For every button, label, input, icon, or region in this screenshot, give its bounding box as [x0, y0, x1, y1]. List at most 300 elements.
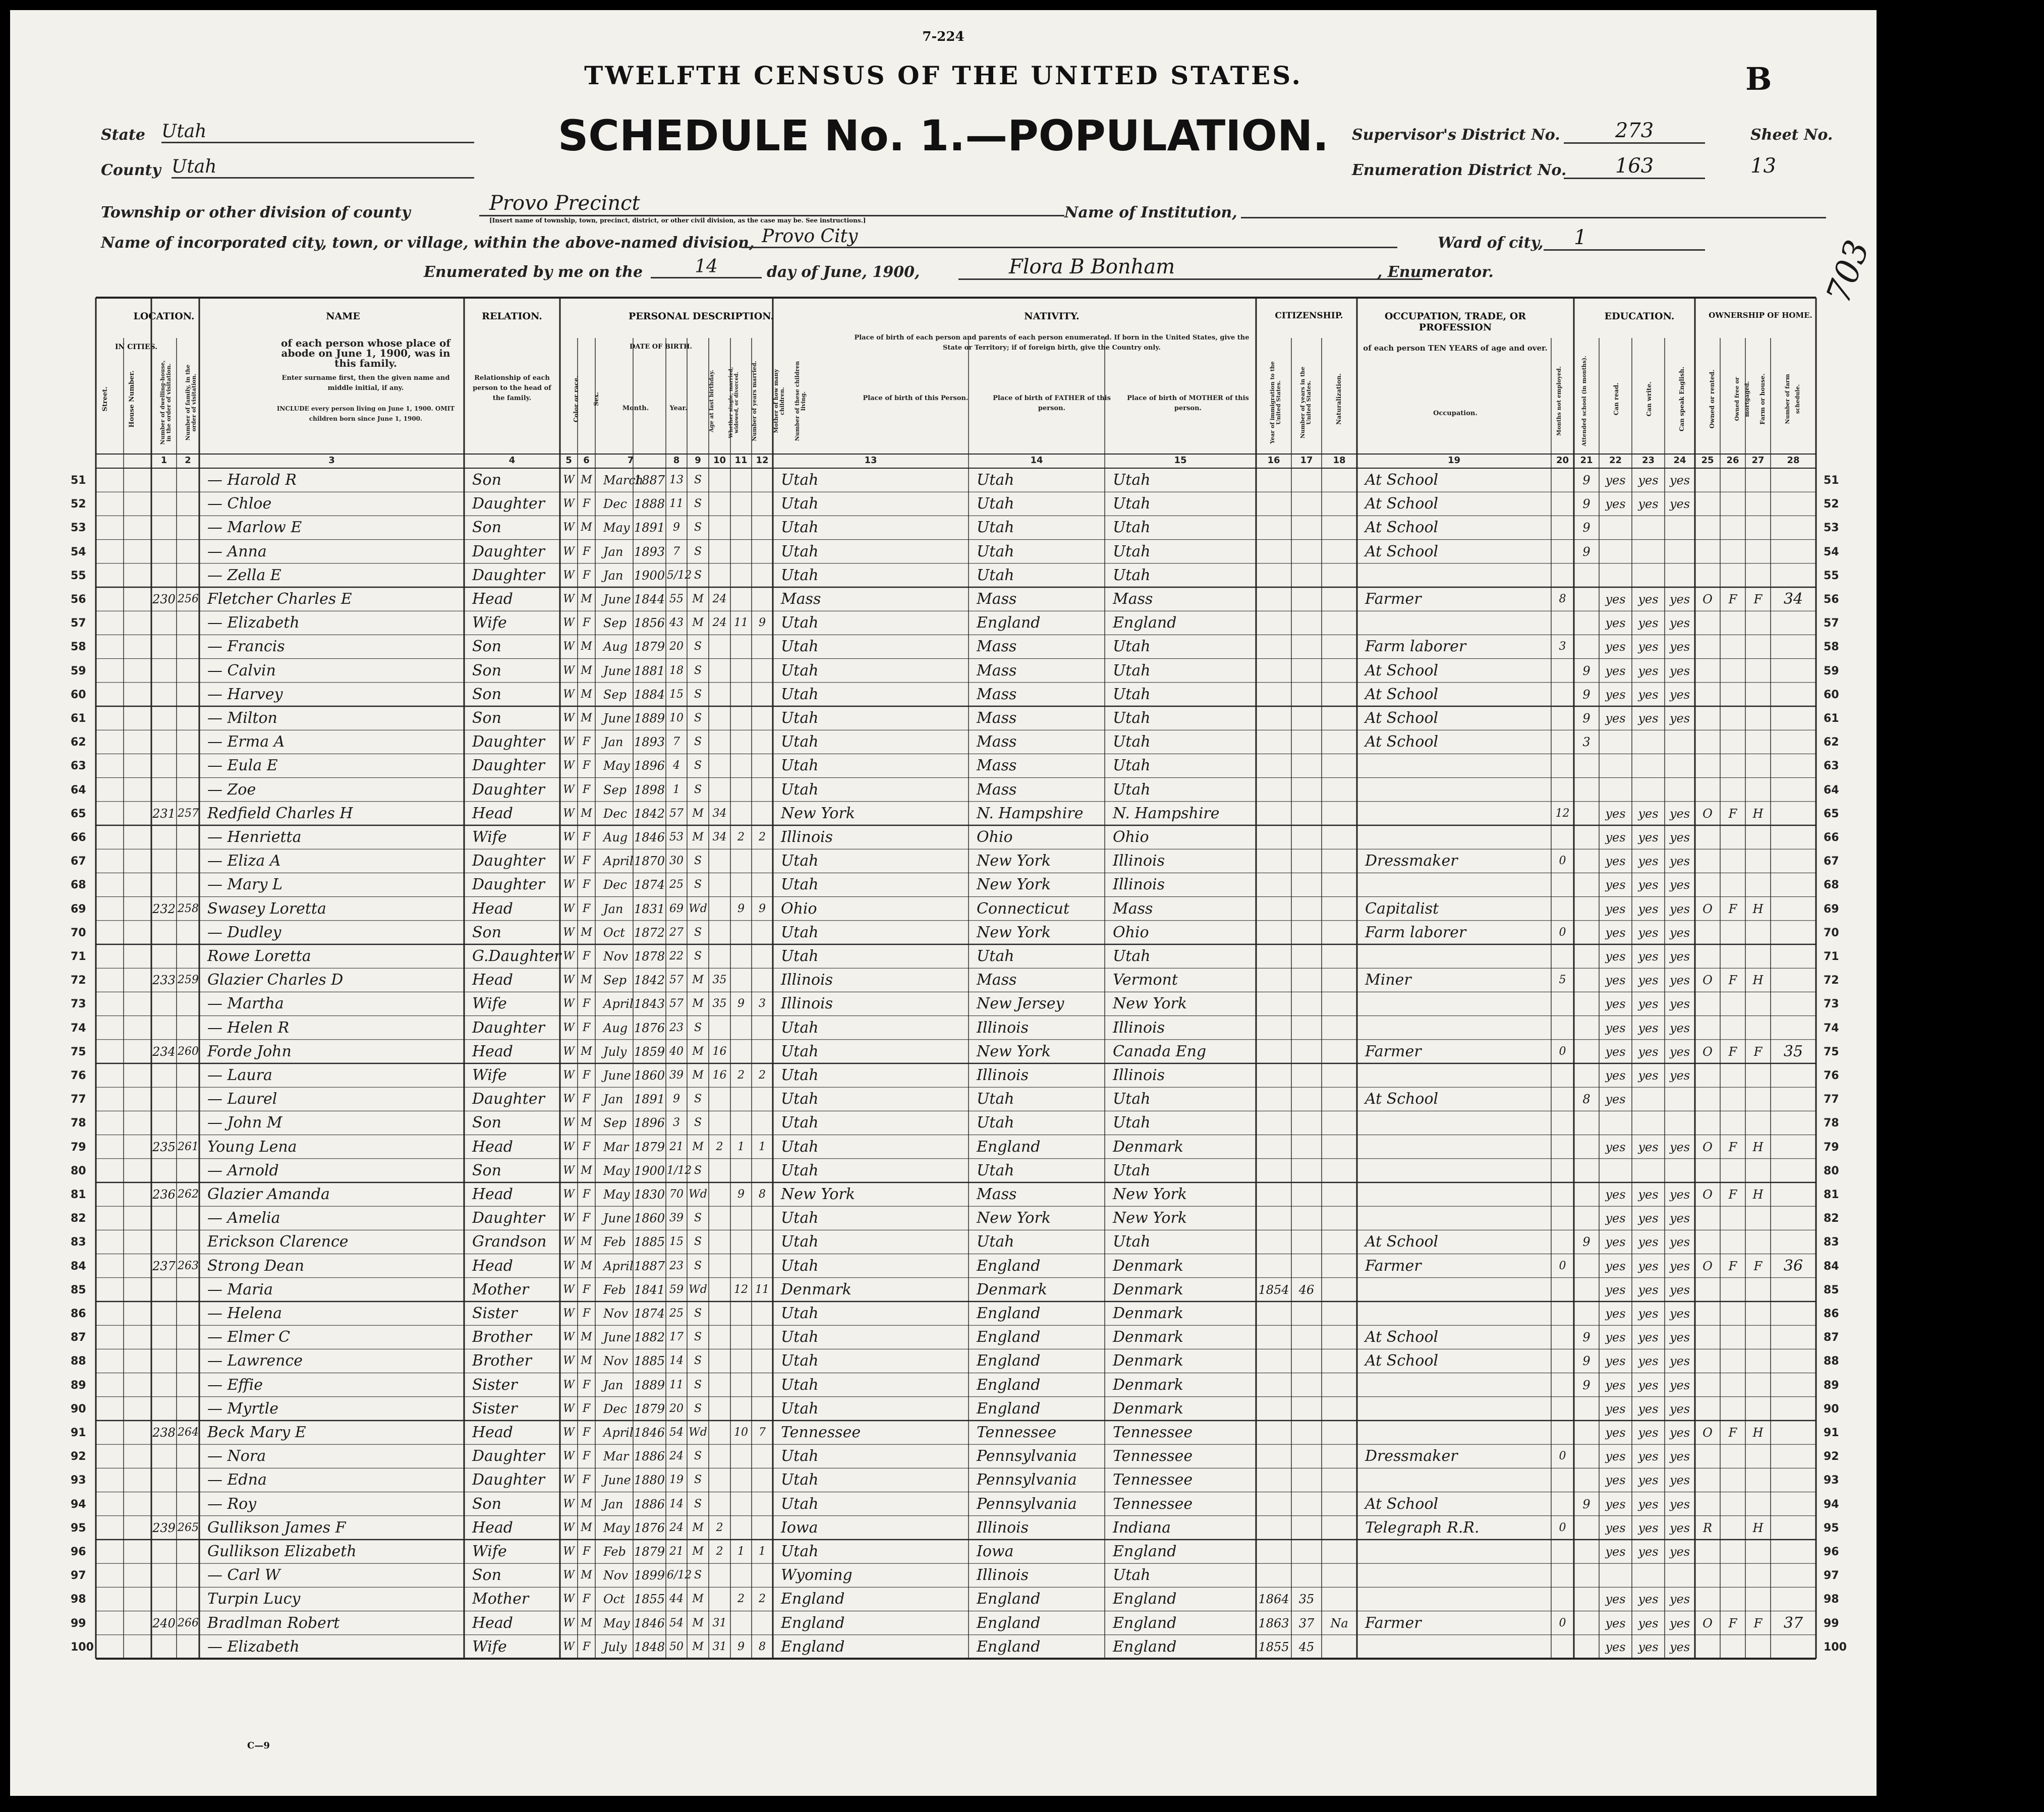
cell-color: W [563, 1545, 575, 1558]
line-number: 94 [1824, 1498, 1839, 1511]
cell-yrs: 35 [1298, 1592, 1315, 1607]
cell-father: New York [977, 1042, 1051, 1060]
enumeration-label: Enumeration District No. [1352, 161, 1567, 179]
cell-relation: Wife [472, 995, 507, 1013]
cell-color: W [563, 974, 575, 987]
cell-sex: F [582, 1283, 591, 1296]
cell-living: 11 [755, 1283, 769, 1296]
line-number: 79 [71, 1141, 86, 1154]
cell-dwelling: 240 [152, 1616, 176, 1630]
cell-mother-birth: Mass [1113, 899, 1153, 918]
line-number: 56 [71, 593, 86, 606]
cell-birth: Utah [781, 638, 819, 656]
group-personal: PERSONAL DESCRIPTION. [628, 311, 774, 322]
cell-marital: S [694, 1497, 702, 1510]
cell-marital: S [694, 1021, 702, 1034]
cell-occupation: At School [1365, 495, 1439, 513]
cell-year: 1848 [634, 1639, 665, 1654]
cell-family: 260 [178, 1045, 199, 1058]
cell-write: yes [1638, 949, 1659, 964]
cell-mother-birth: Utah [1113, 471, 1151, 489]
cell-mother-birth: Ohio [1113, 828, 1149, 846]
header-immigration: Year of immigration to the United States. [1269, 361, 1282, 444]
group-occupation: OCCUPATION, TRADE, OR PROFESSION [1384, 311, 1526, 333]
line-number: 60 [71, 688, 86, 701]
cell-name: — John M [207, 1114, 282, 1132]
cell-dwelling: 234 [152, 1044, 176, 1059]
cell-name: — Eula E [207, 757, 278, 775]
cell-dwelling: 239 [152, 1520, 176, 1535]
cell-relation: Daughter [472, 1447, 545, 1465]
line-number: 70 [71, 926, 86, 939]
cell-read: yes [1605, 1140, 1626, 1154]
cell-month: Jan [603, 1497, 623, 1511]
cell-age: 39 [669, 1212, 684, 1225]
cell-birth: Utah [781, 1257, 819, 1275]
cell-color: W [563, 569, 575, 582]
cell-relation: Brother [472, 1328, 532, 1346]
cell-color: W [563, 521, 575, 534]
line-number: 97 [71, 1569, 86, 1582]
cell-age: 53 [669, 831, 684, 843]
cell-marital: S [694, 1354, 702, 1368]
cell-color: W [563, 1474, 575, 1487]
cell-father: Illinois [977, 1018, 1029, 1037]
cell-read: yes [1605, 997, 1626, 1011]
cell-farm: H [1752, 1426, 1764, 1440]
cell-marital: S [694, 712, 702, 724]
cell-speak: yes [1669, 1021, 1690, 1035]
cell-name: — Harvey [207, 685, 283, 703]
cell-speak: yes [1669, 949, 1690, 964]
cell-living: 2 [759, 831, 766, 843]
county-value: Utah [172, 156, 474, 179]
cell-marital: Wd [689, 1426, 707, 1439]
line-number: 72 [71, 974, 86, 987]
cell-occupation: At School [1365, 519, 1439, 537]
cell-age: 24 [669, 1521, 684, 1534]
line-number: 59 [71, 664, 86, 677]
line-number: 87 [71, 1331, 86, 1344]
cell-free: F [1728, 1259, 1737, 1273]
cell-relation: Sister [472, 1305, 518, 1322]
cell-birth: Utah [781, 733, 819, 751]
cell-year: 1842 [634, 973, 665, 988]
cell-mother-birth: Denmark [1113, 1352, 1183, 1370]
cell-occupation: Miner [1365, 971, 1411, 989]
cell-unemp: 12 [1555, 807, 1570, 820]
cell-year: 1887 [634, 473, 665, 487]
cell-read: yes [1605, 1449, 1626, 1464]
cell-own: R [1702, 1520, 1713, 1535]
cell-unemp: 8 [1559, 593, 1566, 605]
cell-name: — Edna [207, 1471, 267, 1489]
cell-birth: Utah [781, 685, 819, 703]
cell-living: 1 [759, 1545, 766, 1558]
cell-age: 27 [669, 926, 684, 939]
cell-sex: M [581, 1235, 592, 1249]
cell-speak: yes [1669, 497, 1690, 512]
cell-month: May [603, 1163, 630, 1178]
cell-own: O [1702, 1616, 1713, 1630]
cell-year: 1882 [634, 1330, 665, 1345]
cell-immig: 1864 [1258, 1592, 1289, 1607]
line-number: 78 [1824, 1117, 1839, 1130]
line-number: 85 [1824, 1283, 1839, 1296]
cell-sex: M [581, 807, 592, 820]
cell-color: W [563, 759, 575, 772]
group-relation: RELATION. [482, 311, 542, 322]
cell-mother: 2 [737, 1593, 745, 1606]
cell-age: 7 [673, 735, 680, 749]
cell-nat: Na [1330, 1616, 1348, 1630]
cell-name: Glazier Amanda [207, 1185, 330, 1203]
cell-color: W [563, 1616, 575, 1629]
cell-age: 1 [673, 783, 680, 796]
header-farm-schedule: Number of farm schedule. [1784, 374, 1801, 424]
cell-marital: S [694, 1093, 702, 1106]
cell-farm: F [1753, 1044, 1763, 1059]
line-number: 81 [71, 1188, 86, 1201]
line-number: 65 [1824, 807, 1839, 820]
cell-living: 3 [759, 997, 766, 1010]
cell-birth: England [781, 1637, 845, 1656]
cell-father: Mass [977, 661, 1017, 680]
cell-age: 43 [669, 616, 684, 630]
header-years-us: Number of years in the United States. [1299, 366, 1312, 439]
cell-occupation: Farm laborer [1365, 638, 1466, 656]
cell-year: 1842 [634, 806, 665, 821]
cell-month: July [603, 1639, 627, 1654]
cell-color: W [563, 616, 575, 630]
cell-family: 266 [178, 1616, 199, 1629]
column-number: 13 [864, 455, 877, 466]
cell-write: yes [1638, 592, 1659, 606]
cell-unemp: 0 [1559, 1521, 1566, 1534]
cell-mother-birth: England [1113, 1637, 1177, 1656]
cell-father: New York [977, 876, 1051, 894]
line-number: 51 [71, 474, 86, 487]
county-label: County [101, 161, 161, 179]
cell-father: Mass [977, 971, 1017, 989]
cell-speak: yes [1669, 1211, 1690, 1226]
group-location: LOCATION. [133, 311, 195, 322]
cell-relation: Grandson [472, 1233, 547, 1251]
column-number: 25 [1701, 455, 1714, 466]
line-number: 75 [1824, 1045, 1839, 1058]
cell-occupation: At School [1365, 1495, 1439, 1513]
cell-free: F [1728, 1616, 1737, 1630]
cell-birth: New York [781, 804, 855, 822]
line-number: 63 [1824, 760, 1839, 773]
header-farm: Farm or house. [1759, 373, 1766, 425]
cell-mother-birth: Utah [1113, 519, 1151, 537]
cell-mother-birth: Denmark [1113, 1399, 1183, 1418]
cell-sex: M [581, 1616, 592, 1629]
cell-read: yes [1605, 1068, 1626, 1083]
cell-name: — Marlow E [207, 519, 302, 537]
cell-speak: yes [1669, 973, 1690, 988]
cell-name: Fletcher Charles E [207, 590, 352, 608]
cell-write: yes [1638, 616, 1659, 631]
cell-relation: Head [472, 804, 514, 822]
cell-speak: yes [1669, 901, 1690, 916]
cell-birth: Utah [781, 1233, 819, 1251]
cell-age: 57 [669, 974, 684, 987]
cell-marital: S [694, 759, 702, 772]
cell-mother: 1 [737, 1545, 745, 1558]
cell-father: England [977, 1637, 1041, 1656]
cell-occupation: Farmer [1365, 1257, 1422, 1275]
cell-color: W [563, 1450, 575, 1463]
cell-marital: M [692, 974, 704, 987]
cell-mother-birth: England [1113, 1543, 1177, 1560]
cell-month: Mar [603, 1449, 629, 1464]
header-occupation-desc: of each person TEN YEARS of age and over. [1363, 344, 1548, 353]
cell-family: 261 [178, 1140, 199, 1153]
column-number: 23 [1641, 455, 1655, 466]
line-number: 78 [71, 1117, 86, 1130]
cell-year: 1893 [634, 544, 665, 559]
cell-year: 1887 [634, 1259, 665, 1273]
cell-marital: S [694, 569, 702, 582]
cell-birth: Utah [781, 780, 819, 799]
cell-speak: yes [1669, 997, 1690, 1011]
cell-relation: Head [472, 1185, 514, 1203]
cell-father: Denmark [977, 1280, 1047, 1298]
cell-name: Erickson Clarence [207, 1233, 349, 1251]
cell-name: Gullikson James F [207, 1518, 346, 1537]
cell-farm: H [1752, 1520, 1764, 1535]
cell-month: Dec [603, 1401, 627, 1416]
cell-month: Jan [603, 544, 623, 559]
cell-relation: Daughter [472, 1018, 545, 1037]
cell-color: W [563, 1021, 575, 1034]
header-birth-father: Place of birth of FATHER of this person. [993, 394, 1111, 412]
cell-name: Young Lena [207, 1138, 297, 1156]
cell-school: 9 [1582, 497, 1591, 512]
header-sex: Sex. [593, 392, 600, 406]
cell-sex: M [581, 1045, 592, 1058]
sheet-no-value: 13 [1750, 154, 1776, 178]
cell-married: 2 [716, 1140, 723, 1153]
cell-name: — Roy [207, 1495, 257, 1513]
cell-write: yes [1638, 1592, 1659, 1607]
cell-month: June [603, 1330, 631, 1345]
cell-school: 9 [1582, 521, 1591, 535]
cell-age: 17 [669, 1331, 684, 1344]
cell-age: 57 [669, 997, 684, 1010]
cell-color: W [563, 1354, 575, 1368]
cell-marital: S [694, 521, 702, 534]
line-number: 77 [1824, 1093, 1839, 1106]
cell-age: 1/12 [667, 1164, 692, 1177]
cell-color: W [563, 593, 575, 605]
cell-speak: yes [1669, 1307, 1690, 1321]
cell-mother: 9 [737, 997, 745, 1010]
cell-year: 1876 [634, 1021, 665, 1035]
cell-month: Jan [603, 568, 623, 583]
cell-sched: 35 [1783, 1042, 1803, 1060]
cell-family: 264 [178, 1426, 199, 1439]
cell-month: Oct [603, 925, 625, 940]
cell-name: Gullikson Elizabeth [207, 1543, 357, 1560]
cell-father: New York [977, 1209, 1051, 1227]
header-age: Age at last birthday. [708, 369, 715, 433]
group-ownership: OWNERSHIP OF HOME. [1709, 311, 1812, 320]
cell-birth: Utah [781, 852, 819, 870]
cell-write: yes [1638, 854, 1659, 869]
cell-month: Feb [603, 1545, 626, 1559]
cell-living: 9 [759, 902, 766, 915]
cell-mother-birth: Indiana [1113, 1518, 1171, 1537]
cell-birth: Utah [781, 1161, 819, 1179]
cell-year: 1889 [634, 1378, 665, 1392]
cell-living: 2 [759, 1593, 766, 1606]
cell-own: O [1702, 1426, 1713, 1440]
header-can-speak: Can speak English. [1678, 366, 1685, 432]
cell-month: June [603, 1211, 631, 1226]
cell-name: — Maria [207, 1280, 273, 1298]
cell-sex: F [582, 1474, 591, 1487]
group-name: NAME [326, 311, 360, 322]
cell-age: 50 [669, 1640, 684, 1653]
cell-father: Utah [977, 1233, 1014, 1251]
cell-marital: S [694, 1164, 702, 1177]
group-nativity: NATIVITY. [1024, 311, 1080, 322]
cell-immig: 1854 [1258, 1282, 1289, 1297]
cell-birth: Utah [781, 566, 819, 584]
cell-sex: F [582, 1545, 591, 1558]
cell-birth: Utah [781, 876, 819, 894]
cell-family: 258 [178, 902, 199, 915]
cell-birth: Iowa [781, 1518, 818, 1537]
cell-month: March [603, 473, 644, 487]
cell-name: — Erma A [207, 733, 285, 751]
cell-free: F [1728, 1426, 1737, 1440]
cell-unemp: 5 [1559, 974, 1566, 987]
cell-month: April [603, 854, 634, 869]
cell-father: Mass [977, 780, 1017, 799]
cell-color: W [563, 783, 575, 796]
line-number: 53 [71, 522, 86, 535]
line-number: 90 [1824, 1402, 1839, 1415]
cell-write: yes [1638, 997, 1659, 1011]
cell-age: 7 [673, 545, 680, 558]
cell-relation: Daughter [472, 542, 545, 560]
cell-marital: S [694, 1212, 702, 1225]
cell-age: 24 [669, 1450, 684, 1463]
state-value: Utah [161, 121, 474, 143]
cell-sex: F [582, 902, 591, 915]
cell-father: England [977, 1399, 1041, 1418]
cell-relation: Head [472, 971, 514, 989]
line-number: 84 [1824, 1260, 1839, 1273]
cell-marital: S [694, 1450, 702, 1463]
cell-father: Pennsylvania [977, 1495, 1077, 1513]
cell-living: 8 [759, 1188, 766, 1201]
cell-mother-birth: Canada Eng [1113, 1042, 1207, 1060]
cell-unemp: 0 [1559, 1045, 1566, 1058]
cell-married: 31 [712, 1616, 727, 1629]
cell-read: yes [1605, 1616, 1626, 1630]
cell-sex: F [582, 1450, 591, 1463]
column-number: 9 [695, 455, 701, 466]
cell-read: yes [1605, 711, 1626, 725]
cell-name: — Helen R [207, 1018, 290, 1037]
cell-speak: yes [1669, 1044, 1690, 1059]
cell-birth: Utah [781, 1495, 819, 1513]
cell-age: 70 [669, 1188, 684, 1201]
cell-marital: M [692, 997, 704, 1010]
line-number: 91 [71, 1427, 86, 1439]
cell-dwelling: 236 [152, 1187, 176, 1202]
cell-occupation: Farmer [1365, 590, 1422, 608]
cell-year: 1881 [634, 663, 665, 678]
cell-mother-birth: New York [1113, 1209, 1187, 1227]
line-number: 62 [71, 736, 86, 749]
header-years-married: Number of years married. [751, 361, 758, 441]
cell-father: Utah [977, 566, 1014, 584]
cell-marital: S [694, 1378, 702, 1391]
column-number: 19 [1447, 455, 1461, 466]
cell-family: 259 [178, 974, 199, 987]
cell-unemp: 3 [1559, 640, 1566, 653]
cell-sched: 37 [1783, 1614, 1803, 1632]
page-stamp: 703 [1819, 235, 1877, 308]
cell-year: 1831 [634, 901, 665, 916]
cell-year: 1844 [634, 592, 665, 606]
line-number: 58 [1824, 641, 1839, 654]
cell-birth: Utah [781, 519, 819, 537]
group-citizenship: CITIZENSHIP. [1275, 311, 1343, 321]
cell-name: — Zoe [207, 780, 256, 799]
column-number: 4 [508, 455, 516, 466]
cell-unemp: 0 [1559, 1616, 1566, 1629]
cell-speak: yes [1669, 1449, 1690, 1464]
cell-name: — Carl W [207, 1566, 280, 1584]
cell-write: yes [1638, 973, 1659, 988]
cell-relation: Head [472, 1042, 514, 1060]
cell-read: yes [1605, 1044, 1626, 1059]
cell-dwelling: 237 [152, 1259, 176, 1273]
cell-mother-birth: Utah [1113, 495, 1151, 513]
cell-read: yes [1605, 973, 1626, 988]
ward-label: Ward of city, [1438, 234, 1544, 252]
cell-relation: Son [472, 1566, 501, 1584]
cell-father: Utah [977, 519, 1014, 537]
cell-marital: S [694, 926, 702, 939]
header-months-unemployed: Months not employed. [1556, 366, 1562, 436]
cell-farm: H [1752, 901, 1764, 916]
line-number: 86 [1824, 1308, 1839, 1320]
cell-birth: Utah [781, 1066, 819, 1084]
cell-name: Forde John [207, 1042, 292, 1060]
cell-living: 2 [759, 1069, 766, 1082]
line-number: 52 [1824, 498, 1839, 511]
cell-month: Nov [603, 949, 629, 964]
cell-relation: Mother [472, 1280, 529, 1298]
line-number: 75 [71, 1045, 86, 1058]
cell-family: 262 [178, 1188, 199, 1201]
cell-school: 9 [1582, 544, 1591, 559]
cell-write: yes [1638, 1616, 1659, 1630]
cell-write: yes [1638, 1259, 1659, 1273]
cell-sex: F [582, 1378, 591, 1391]
column-number: 1 [160, 455, 167, 466]
cell-marital: S [694, 735, 702, 749]
cell-relation: Brother [472, 1352, 532, 1370]
